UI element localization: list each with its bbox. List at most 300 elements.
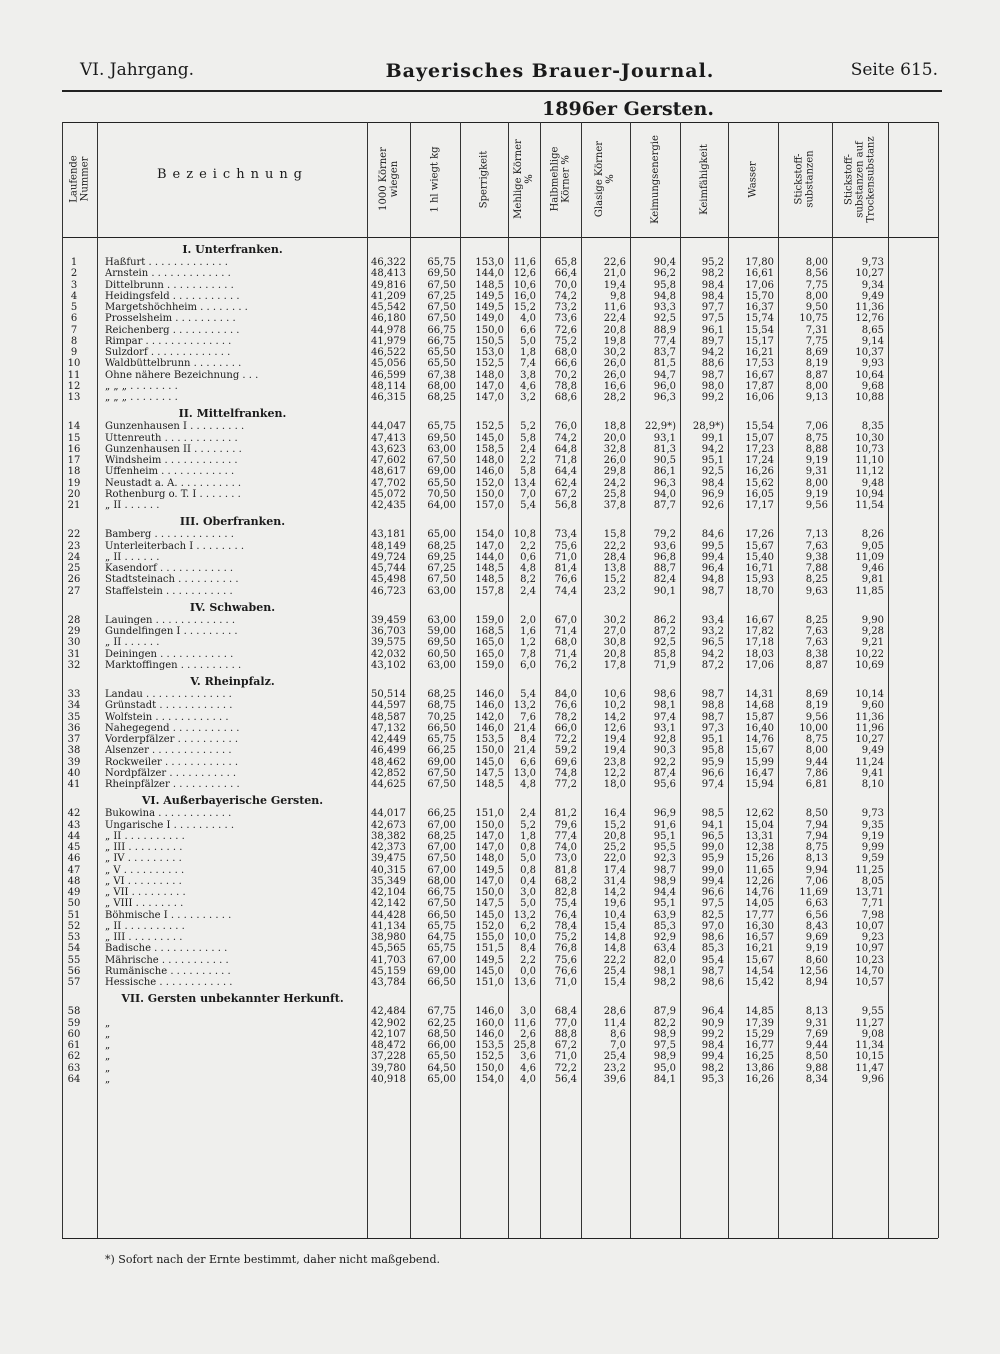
- cell-value: 10,88: [855, 392, 884, 403]
- cell-value: 66,25: [427, 808, 456, 820]
- cell-value: 11,85: [855, 585, 884, 597]
- cell-value: 40,315: [371, 864, 406, 876]
- row-name: Rimpar . . . . . . . . . . . . . .: [105, 335, 232, 347]
- cell-value: 65,50: [427, 347, 456, 358]
- cell-value: 17,82: [745, 626, 774, 637]
- cell-value: 89,7: [701, 335, 724, 347]
- cell-value: 10,37: [855, 347, 884, 358]
- cell-value: 69,50: [427, 268, 456, 280]
- cell-value: 2,2: [520, 540, 536, 552]
- cell-value: 42,032: [371, 648, 406, 660]
- cell-value: 77,4: [554, 830, 577, 842]
- cell-value: 8,65: [861, 324, 884, 336]
- cell-value: 95,9: [701, 853, 724, 865]
- cell-value: 148,0: [475, 853, 504, 865]
- cell-value: 13,86: [745, 1062, 774, 1074]
- cell-value: 28,6: [603, 1006, 626, 1018]
- cell-value: 16,05: [745, 488, 774, 500]
- cell-value: 13,4: [513, 477, 536, 489]
- cell-value: 67,50: [427, 898, 456, 910]
- cell-value: 10,64: [855, 369, 884, 381]
- cell-value: 88,7: [653, 563, 676, 574]
- cell-value: 9,14: [861, 335, 884, 347]
- cell-value: 76,2: [554, 659, 577, 671]
- cell-value: 98,1: [653, 700, 676, 712]
- cell-value: 39,780: [371, 1062, 406, 1074]
- cell-value: 9,73: [861, 257, 884, 268]
- header-col-8: [680, 124, 728, 234]
- cell-value: 7,06: [805, 421, 828, 433]
- cell-value: 66,00: [427, 1040, 456, 1051]
- cell-value: 96,4: [701, 1006, 724, 1018]
- table-title: 1896er Gersten.: [542, 98, 714, 120]
- cell-value: 67,00: [427, 842, 456, 853]
- cell-value: 43,102: [371, 659, 406, 671]
- cell-value: 97,5: [701, 898, 724, 910]
- cell-value: 16,26: [745, 1073, 774, 1085]
- header-col-9: [728, 124, 778, 234]
- cell-value: 4,8: [520, 779, 536, 790]
- cell-value: 81,2: [554, 808, 577, 820]
- cell-value: 7,63: [805, 637, 828, 649]
- cell-value: 98,1: [653, 965, 676, 977]
- header-col-label: Glasige Körner %: [594, 140, 617, 218]
- cell-value: 67,50: [427, 767, 456, 779]
- row-name: „ II . . . . . . . . . .: [105, 920, 185, 932]
- cell-value: 65,75: [427, 257, 456, 268]
- cell-value: 65,75: [427, 734, 456, 745]
- row-name: „: [105, 1062, 111, 1074]
- cell-value: 10,75: [799, 313, 828, 325]
- header-col-label: Keimungsenergie: [649, 134, 661, 224]
- cell-value: 66,4: [554, 268, 577, 280]
- cell-value: 11,12: [855, 466, 884, 478]
- cell-value: 48,413: [371, 268, 406, 280]
- cell-value: 37,8: [603, 500, 626, 511]
- cell-value: 45,498: [371, 574, 406, 586]
- cell-value: 65,75: [427, 920, 456, 932]
- cell-value: 148,5: [475, 779, 504, 790]
- cell-value: 97,3: [701, 722, 724, 734]
- cell-value: 1,8: [520, 830, 536, 842]
- header-col-label: 1000 Körner wiegen: [377, 147, 400, 211]
- cell-value: 69,00: [427, 965, 456, 977]
- cell-value: 9,73: [861, 808, 884, 820]
- cell-value: 63,4: [653, 943, 676, 955]
- row-name: „ II . . . . . .: [105, 500, 160, 511]
- cell-value: 11,36: [855, 711, 884, 723]
- cell-value: 9,31: [805, 466, 828, 478]
- cell-value: 10,6: [513, 279, 536, 291]
- cell-value: 18,70: [745, 585, 774, 597]
- row-number: 15: [67, 432, 81, 444]
- cell-value: 7,94: [805, 819, 828, 831]
- cell-value: 88,8: [554, 1028, 577, 1040]
- cell-value: 95,8: [701, 745, 724, 757]
- row-number: 47: [67, 864, 81, 876]
- row-number: 50: [67, 898, 81, 910]
- row-number: 5: [70, 302, 78, 313]
- cell-value: 158,5: [475, 443, 504, 455]
- cell-value: 81,5: [653, 358, 676, 370]
- row-name: Haßfurt . . . . . . . . . . . . .: [105, 257, 228, 268]
- header-col-label: Halbmehlige Körner %: [549, 146, 572, 212]
- cell-value: 66,6: [554, 358, 577, 370]
- cell-value: 10,2: [603, 700, 626, 712]
- cell-value: 77,4: [653, 335, 676, 347]
- cell-value: 8,75: [805, 842, 828, 853]
- cell-value: 22,2: [603, 540, 626, 552]
- cell-value: 82,0: [653, 954, 676, 966]
- cell-value: 67,00: [427, 864, 456, 876]
- cell-value: 47,413: [371, 432, 406, 444]
- header-lfd-nummer: [62, 124, 97, 234]
- cell-value: 68,0: [554, 637, 577, 649]
- cell-value: 67,25: [427, 563, 456, 574]
- cell-value: 9,96: [861, 1073, 884, 1085]
- cell-value: 9,35: [861, 819, 884, 831]
- cell-value: 98,7: [701, 965, 724, 977]
- cell-value: 67,50: [427, 279, 456, 291]
- cell-value: 11,6: [513, 1017, 536, 1029]
- row-name: Kasendorf . . . . . . . . . . . .: [105, 563, 234, 574]
- cell-value: 93,3: [653, 302, 676, 313]
- cell-value: 95,1: [653, 898, 676, 910]
- cell-value: 7,86: [805, 767, 828, 779]
- column-divider: [778, 122, 779, 1238]
- cell-value: 148,5: [475, 279, 504, 291]
- cell-value: 19,6: [603, 898, 626, 910]
- column-divider: [367, 122, 368, 1238]
- cell-value: 65,50: [427, 1051, 456, 1063]
- cell-value: 68,25: [427, 540, 456, 552]
- cell-value: 15,8: [603, 529, 626, 541]
- row-name: Deiningen . . . . . . . . . . . .: [105, 648, 234, 660]
- section-title: III. Oberfranken.: [179, 515, 286, 529]
- cell-value: 10,07: [855, 920, 884, 932]
- cell-value: 21,0: [603, 268, 626, 280]
- row-name: „ IV . . . . . . . . .: [105, 853, 182, 865]
- cell-value: 12,2: [603, 767, 626, 779]
- cell-value: 66,0: [554, 722, 577, 734]
- cell-value: 82,2: [653, 1017, 676, 1029]
- cell-value: 38,382: [371, 830, 406, 842]
- cell-value: 25,8: [603, 488, 626, 500]
- cell-value: 91,6: [653, 819, 676, 831]
- cell-value: 147,5: [475, 898, 504, 910]
- cell-value: 48,462: [371, 756, 406, 768]
- cell-value: 10,00: [799, 722, 828, 734]
- cell-value: 66,75: [427, 324, 456, 336]
- cell-value: 15,07: [745, 432, 774, 444]
- cell-value: 72,2: [554, 734, 577, 745]
- cell-value: 9,93: [861, 358, 884, 370]
- cell-value: 12,38: [745, 842, 774, 853]
- row-name: Rothenburg o. T. I . . . . . . .: [105, 488, 241, 500]
- row-number: 32: [67, 659, 81, 671]
- cell-value: 9,59: [861, 853, 884, 865]
- cell-value: 67,38: [427, 369, 456, 381]
- cell-value: 13,8: [603, 563, 626, 574]
- cell-value: 71,0: [554, 551, 577, 563]
- cell-value: 149,5: [475, 954, 504, 966]
- cell-value: 97,4: [653, 711, 676, 723]
- cell-value: 98,7: [701, 689, 724, 700]
- cell-value: 17,87: [745, 380, 774, 392]
- cell-value: 8,19: [805, 358, 828, 370]
- header-col-2: [410, 124, 460, 234]
- row-name: Heidingsfeld . . . . . . . . . . .: [105, 290, 240, 302]
- cell-value: 145,0: [475, 965, 504, 977]
- cell-value: 23,8: [603, 756, 626, 768]
- row-number: 37: [67, 734, 81, 745]
- row-name: „: [105, 1028, 111, 1040]
- cell-value: 28,4: [603, 551, 626, 563]
- row-number: 30: [67, 637, 81, 649]
- cell-value: 39,475: [371, 853, 406, 865]
- cell-value: 30,2: [603, 347, 626, 358]
- cell-value: 8,13: [805, 1006, 828, 1018]
- cell-value: 148,5: [475, 574, 504, 586]
- cell-value: 9,48: [861, 477, 884, 489]
- cell-value: 92,5: [653, 313, 676, 325]
- row-number: 34: [67, 700, 81, 712]
- row-number: 36: [67, 722, 81, 734]
- cell-value: 150,0: [475, 488, 504, 500]
- cell-value: 17,24: [745, 455, 774, 466]
- cell-value: 152,5: [475, 421, 504, 433]
- cell-value: 17,26: [745, 529, 774, 541]
- cell-value: 14,05: [745, 898, 774, 910]
- cell-value: 47,132: [371, 722, 406, 734]
- cell-value: 3,0: [520, 1006, 536, 1018]
- cell-value: 0,4: [520, 875, 536, 887]
- cell-value: 71,9: [653, 659, 676, 671]
- cell-value: 97,4: [701, 779, 724, 790]
- cell-value: 46,522: [371, 347, 406, 358]
- cell-value: 11,24: [855, 756, 884, 768]
- cell-value: 9,60: [861, 700, 884, 712]
- cell-value: 8,88: [805, 443, 828, 455]
- cell-value: 14,2: [603, 887, 626, 898]
- cell-value: 92,2: [653, 756, 676, 768]
- cell-value: 39,459: [371, 614, 406, 626]
- cell-value: 152,5: [475, 358, 504, 370]
- cell-value: 63,00: [427, 443, 456, 455]
- cell-value: 99,4: [701, 875, 724, 887]
- cell-value: 8,00: [805, 380, 828, 392]
- cell-value: 6,56: [805, 909, 828, 921]
- cell-value: 45,072: [371, 488, 406, 500]
- cell-value: 4,6: [520, 380, 536, 392]
- cell-value: 20,8: [603, 324, 626, 336]
- row-number: 2: [70, 268, 78, 280]
- cell-value: 3,2: [520, 392, 536, 403]
- cell-value: 96,5: [701, 830, 724, 842]
- cell-value: 15,87: [745, 711, 774, 723]
- cell-value: 98,9: [653, 1028, 676, 1040]
- cell-value: 25,4: [603, 965, 626, 977]
- row-number: 20: [67, 488, 81, 500]
- cell-value: 15,67: [745, 745, 774, 757]
- cell-value: 64,50: [427, 1062, 456, 1074]
- cell-value: 149,0: [475, 313, 504, 325]
- cell-value: 9,44: [805, 1040, 828, 1051]
- row-name: Stadtsteinach . . . . . . . . . .: [105, 574, 239, 586]
- cell-value: 9,8: [610, 290, 626, 302]
- header-col-11: [832, 124, 888, 234]
- cell-value: 9,19: [805, 943, 828, 955]
- cell-value: 7,06: [805, 875, 828, 887]
- cell-value: 98,8: [701, 700, 724, 712]
- row-number: 55: [67, 954, 81, 966]
- cell-value: 16,06: [745, 392, 774, 403]
- row-name: Neustadt a. A. . . . . . . . . . .: [105, 477, 242, 489]
- cell-value: 46,723: [371, 585, 406, 597]
- section-title: V. Rheinpfalz.: [190, 675, 275, 688]
- row-name: Rumänische . . . . . . . . . .: [105, 965, 231, 977]
- cell-value: 14,8: [603, 943, 626, 955]
- cell-value: 31,4: [603, 875, 626, 887]
- cell-value: 67,50: [427, 313, 456, 325]
- cell-value: 17,39: [745, 1017, 774, 1029]
- row-number: 26: [67, 574, 81, 586]
- cell-value: 12,56: [799, 965, 828, 977]
- cell-value: 68,0: [554, 347, 577, 358]
- cell-value: 9,68: [861, 380, 884, 392]
- cell-value: 8,10: [861, 779, 884, 790]
- cell-value: 95,1: [701, 455, 724, 466]
- cell-value: 88,6: [701, 358, 724, 370]
- cell-value: 145,0: [475, 432, 504, 444]
- cell-value: 13,0: [513, 767, 536, 779]
- cell-value: 14,76: [745, 887, 774, 898]
- row-name: Lauingen . . . . . . . . . . . . .: [105, 614, 236, 626]
- cell-value: 150,0: [475, 324, 504, 336]
- cell-value: 64,00: [427, 500, 456, 511]
- cell-value: 28,2: [603, 392, 626, 403]
- cell-value: 70,0: [554, 279, 577, 291]
- cell-value: 10,97: [855, 943, 884, 955]
- cell-value: 27,0: [603, 626, 626, 637]
- row-name: „: [105, 1017, 111, 1029]
- cell-value: 98,6: [653, 689, 676, 700]
- cell-value: 42,673: [371, 819, 406, 831]
- cell-value: 1,8: [520, 347, 536, 358]
- cell-value: 22,4: [603, 313, 626, 325]
- cell-value: 2,2: [520, 954, 536, 966]
- cell-value: 148,0: [475, 369, 504, 381]
- cell-value: 8,60: [805, 954, 828, 966]
- section-title: I. Unterfranken.: [182, 243, 283, 256]
- cell-value: 153,0: [475, 347, 504, 358]
- cell-value: 22,6: [603, 257, 626, 268]
- row-number: 13: [67, 392, 81, 403]
- cell-value: 11,65: [745, 864, 774, 876]
- cell-value: 97,0: [701, 920, 724, 932]
- cell-value: 90,1: [653, 585, 676, 597]
- cell-value: 67,00: [427, 954, 456, 966]
- cell-value: 74,4: [554, 585, 577, 597]
- cell-value: 8,25: [805, 614, 828, 626]
- row-name: Ungarische I . . . . . . . . . .: [105, 819, 235, 831]
- cell-value: 65,00: [427, 1073, 456, 1085]
- column-divider: [97, 122, 98, 1238]
- page-number: Seite 615.: [850, 60, 938, 80]
- cell-value: 32,8: [603, 443, 626, 455]
- cell-value: 98,6: [701, 932, 724, 943]
- cell-value: 15,54: [745, 421, 774, 433]
- cell-value: 69,50: [427, 432, 456, 444]
- cell-value: 96,6: [701, 767, 724, 779]
- section-title: VI. Außerbayerische Gersten.: [141, 794, 324, 808]
- cell-value: 65,00: [427, 529, 456, 541]
- row-name: „ „ „ . . . . . . . .: [105, 380, 178, 392]
- cell-value: 14,70: [855, 965, 884, 977]
- cell-value: 8,38: [805, 648, 828, 660]
- column-divider: [888, 122, 889, 1238]
- cell-value: 50,514: [371, 689, 406, 700]
- row-name: „ III . . . . . . . . .: [105, 932, 183, 943]
- row-number: 10: [67, 358, 81, 370]
- cell-value: 5,0: [520, 853, 536, 865]
- cell-value: 16,6: [603, 380, 626, 392]
- cell-value: 45,159: [371, 965, 406, 977]
- cell-value: 98,7: [653, 864, 676, 876]
- cell-value: 17,06: [745, 659, 774, 671]
- cell-value: 92,3: [653, 853, 676, 865]
- column-divider: [540, 122, 541, 1238]
- cell-value: 98,9: [653, 875, 676, 887]
- cell-value: 148,5: [475, 563, 504, 574]
- cell-value: 70,2: [554, 369, 577, 381]
- row-number: 45: [67, 842, 81, 853]
- cell-value: 46,315: [371, 392, 406, 403]
- cell-value: 10,14: [855, 689, 884, 700]
- column-divider: [410, 122, 411, 1238]
- row-name: Vorderpfälzer . . . . . . . . . .: [105, 734, 239, 745]
- cell-value: 69,00: [427, 756, 456, 768]
- cell-value: 15,93: [745, 574, 774, 586]
- cell-value: 12,6: [603, 722, 626, 734]
- cell-value: 16,67: [745, 614, 774, 626]
- row-name: Badische . . . . . . . . . . . .: [105, 943, 228, 955]
- row-name: Staffelstein . . . . . . . . . . .: [105, 585, 233, 597]
- cell-value: 151,0: [475, 808, 504, 820]
- cell-value: 84,0: [554, 689, 577, 700]
- cell-value: 19,4: [603, 734, 626, 745]
- row-number: 22: [67, 529, 81, 541]
- cell-value: 65,75: [427, 943, 456, 955]
- cell-value: 4,6: [520, 1062, 536, 1074]
- cell-value: 96,2: [653, 268, 676, 280]
- cell-value: 8,4: [520, 734, 536, 745]
- header-col-label: Stickstoff- substanzen auf Trockensubstanz: [843, 135, 877, 223]
- cell-value: 16,30: [745, 920, 774, 932]
- cell-value: 18,8: [603, 421, 626, 433]
- cell-value: 66,75: [427, 887, 456, 898]
- row-name: „ „ „ . . . . . . . .: [105, 392, 178, 403]
- cell-value: 5,0: [520, 898, 536, 910]
- cell-value: 92,8: [653, 734, 676, 745]
- cell-value: 19,8: [603, 335, 626, 347]
- cell-value: 26,0: [603, 369, 626, 381]
- cell-value: 95,3: [701, 1073, 724, 1085]
- cell-value: 155,0: [475, 932, 504, 943]
- row-name: Bukowina . . . . . . . . . . . .: [105, 808, 232, 820]
- cell-value: 98,4: [701, 1040, 724, 1051]
- cell-value: 99,0: [701, 864, 724, 876]
